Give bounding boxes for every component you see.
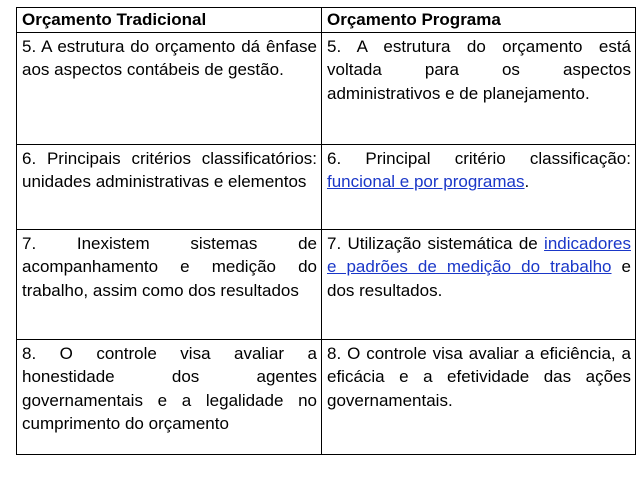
cell-text: . <box>524 172 530 191</box>
header-program: Orçamento Programa <box>322 8 636 33</box>
table-row <box>17 144 636 229</box>
table-row <box>17 339 636 454</box>
link-funcional-programas[interactable]: funcional e por programas <box>327 172 525 191</box>
cell-traditional: 8. O controle visa avaliar a honestidade dos agentes governamentais e a legalidade no cumprimento do orçamento <box>17 339 322 454</box>
cell-program: 8. O controle visa avaliar a eficiência, a eficácia e a efetividade das ações governamentais. <box>322 339 636 454</box>
cell-program: 5. A estrutura do orçamento está voltada para os aspectos administrativos e de planejamento. <box>322 32 636 144</box>
cell-text: 7. Utilização sistemática de <box>327 233 545 253</box>
cell-traditional: 7. Inexistem sistemas de acompanhamento e medição do trabalho, assim como dos resultados <box>17 229 322 339</box>
table-row <box>17 32 636 144</box>
table-row <box>17 229 636 339</box>
cell-traditional: 6. Principais critérios classificatórios: unidades administrativas e elementos <box>17 144 322 229</box>
cell-program <box>322 144 636 229</box>
cell-traditional: 5. A estrutura do orçamento dá ênfase aos aspectos contábeis de gestão. <box>17 32 322 144</box>
comparison-table <box>16 7 636 455</box>
link-indicadores[interactable]: indicadores e padrões de medição do trabalho <box>327 233 631 276</box>
cell-text: e dos resultados. <box>327 257 631 300</box>
cell-program <box>322 229 636 339</box>
header-row <box>17 8 636 33</box>
header-traditional: Orçamento Tradicional <box>17 8 322 33</box>
cell-text: 6. Principal critério classificação: <box>327 148 631 168</box>
